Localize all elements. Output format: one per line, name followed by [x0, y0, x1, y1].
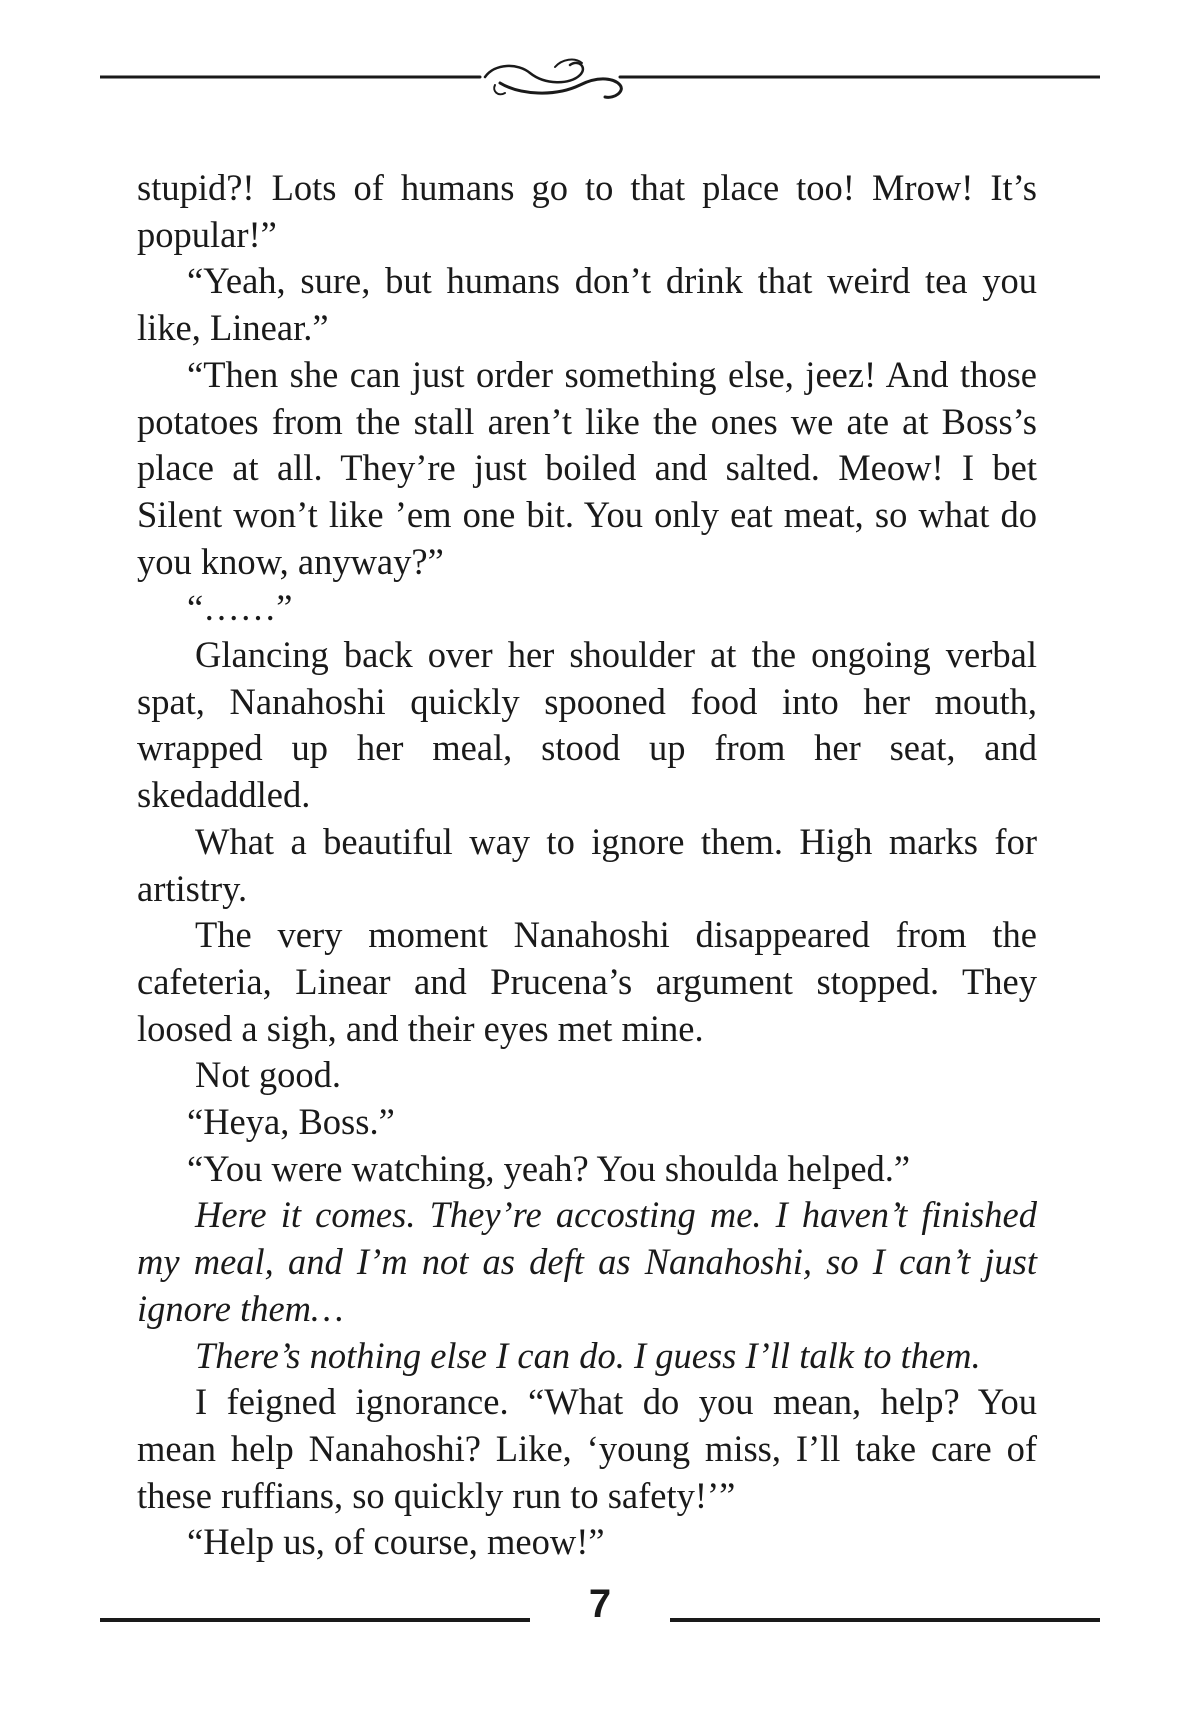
- paragraph: Not good.: [195, 1054, 341, 1096]
- footer-rule-left: [100, 1618, 530, 1622]
- paragraph: “……”: [187, 587, 293, 629]
- paragraph: “Yeah, sure, but humans don’t drink that weird tea you like, Linear.”: [137, 260, 1037, 349]
- paragraph: What a beautiful way to ignore them. High marks for artistry.: [137, 820, 1037, 909]
- body-text: [137, 165, 1037, 1566]
- paragraph: “You were watching, yeah? You shoulda helped.”: [187, 1147, 911, 1189]
- page-number: 7: [588, 1582, 612, 1626]
- paragraph: I feigned ignorance. “What do you mean, help? You mean help Nanahoshi? Like, ‘young miss, I’ll take care of these ruffians, so quickly run to safety!’”: [137, 1381, 1037, 1516]
- paragraph: “Heya, Boss.”: [187, 1101, 395, 1143]
- footer-rule-right: [670, 1618, 1100, 1622]
- paragraph: Glancing back over her shoulder at the ongoing verbal spat, Nanahoshi quickly spooned food into her mouth, wrapped up her meal, stood up from her seat, and skedaddled.: [137, 634, 1037, 816]
- paragraph-italic: There’s nothing else I can do. I guess I’ll talk to them.: [195, 1334, 981, 1376]
- paragraph: “Then she can just order something else, jeez! And those potatoes from the stall aren’t like the ones we ate at Boss’s place at all. They’re just boiled and salted. Meow! I bet Silent won’t like ’em one bit. You only eat meat, so what do you know, anyway?”: [137, 353, 1037, 582]
- header-ornament: [100, 55, 1100, 115]
- paragraph: “Help us, of course, meow!”: [187, 1521, 605, 1563]
- paragraph: The very moment Nanahoshi disappeared from the cafeteria, Linear and Prucena’s argument stopped. They loosed a sigh, and their eyes met mine.: [137, 914, 1037, 1049]
- paragraph: stupid?! Lots of humans go to that place too! Mrow! It’s popular!”: [137, 167, 1037, 255]
- paragraph-italic: Here it comes. They’re accosting me. I haven’t finished my meal, and I’m not as deft as Nanahoshi, so I can’t just ignore them…: [137, 1194, 1037, 1329]
